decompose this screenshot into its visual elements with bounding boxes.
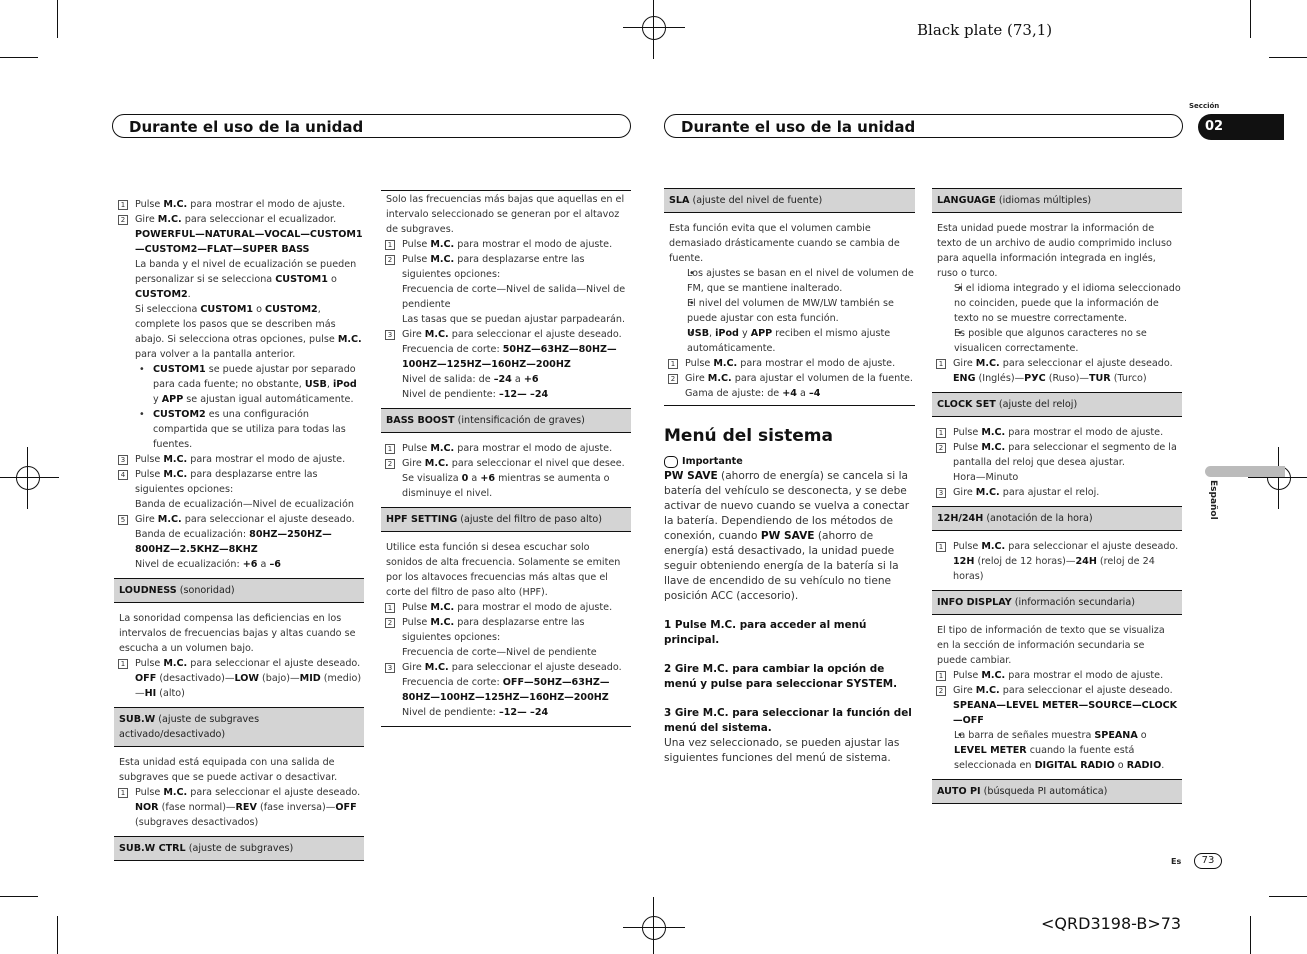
crop-mark bbox=[0, 896, 38, 897]
section-title: Menú del sistema bbox=[664, 426, 833, 446]
column-1 bbox=[114, 197, 364, 869]
paragraph: Esta unidad está equipada con una salida de subgraves que se puede activar o desactivar. bbox=[119, 757, 338, 783]
paragraph: El tipo de información de texto que se visualiza en la sección de información secundaria se puede cambiar. bbox=[937, 625, 1165, 666]
step: 3 Gire M.C. para seleccionar el ajuste deseado. bbox=[381, 660, 631, 675]
step: 1 Pulse M.C. para mostrar el modo de ajuste. bbox=[381, 600, 631, 615]
step: 1 Pulse M.C. para seleccionar el ajuste deseado. bbox=[932, 539, 1182, 554]
step-number-icon: 1 bbox=[936, 542, 946, 552]
page-number: 73 bbox=[1194, 853, 1222, 869]
options: Hora—Minuto bbox=[953, 472, 1019, 483]
paragraph: Solo las frecuencias más bajas que aquellas en el intervalo seleccionado se generan por el altavoz de subgraves. bbox=[386, 194, 625, 235]
setting-header-clock-set: CLOCK SET (ajuste del reloj) bbox=[932, 392, 1182, 417]
options: Frecuencia de corte—Nivel de salida—Nivel de pendiente bbox=[402, 284, 626, 310]
setting-header-bass-boost: BASS BOOST (intensificación de graves) bbox=[381, 408, 631, 433]
step: 1 Pulse M.C. para mostrar el modo de ajuste. bbox=[381, 441, 631, 456]
bullet: • Es posible que algunos caracteres no se visualicen correctamente. bbox=[932, 326, 1182, 356]
paragraph: Utilice esta función si desea escuchar solo sonidos de alta frecuencia. Solamente se emiten por los altavoces frecuencias más altas que el corte del filtro de paso alto (HPF). bbox=[386, 542, 621, 598]
paragraph: Una vez seleccionado, se pueden ajustar las siguientes funciones del menú de sistema. bbox=[664, 737, 900, 764]
step-number-icon: 1 bbox=[385, 444, 395, 454]
setting-header-info-display: INFO DISPLAY (información secundaria) bbox=[932, 590, 1182, 615]
options: Nivel de salida: de –24 a +6 bbox=[402, 374, 539, 385]
paragraph: La sonoridad compensa las deficiencias en los intervalos de frecuencias bajas y altas cuando se escucha a un volumen bajo. bbox=[119, 613, 356, 654]
options: Frecuencia de corte: 50HZ—63HZ—80HZ—100HZ—125HZ—160HZ—200HZ bbox=[402, 344, 617, 370]
bullet: • CUSTOM1 se puede ajustar por separado para cada fuente; no obstante, USB, iPod y APP se ajustan igual automáticamente. bbox=[114, 362, 364, 407]
options: Nivel de pendiente: –12— –24 bbox=[402, 707, 549, 718]
crop-mark bbox=[57, 0, 58, 38]
setting-header-language: LANGUAGE (idiomas múltiples) bbox=[932, 188, 1182, 213]
language-label: Español bbox=[1208, 480, 1218, 520]
setting-header-loudness: LOUDNESS (sonoridad) bbox=[114, 578, 364, 603]
paragraph: Esta función evita que el volumen cambie demasiado drásticamente cuando se cambia de fuente. bbox=[669, 223, 900, 264]
crop-mark bbox=[1269, 896, 1307, 897]
page-language: Es bbox=[1171, 857, 1182, 866]
step-heading: 2 Gire M.C. para cambiar la opción de menú y pulse para seleccionar SYSTEM. bbox=[664, 663, 898, 690]
registration-mark-icon bbox=[16, 466, 40, 490]
plate-label: Black plate (73,1) bbox=[917, 21, 1053, 39]
header-right: Durante el uso de la unidad bbox=[664, 114, 1183, 138]
options: 12H (reloj de 12 horas)—24H (reloj de 24 horas) bbox=[953, 556, 1155, 582]
divider bbox=[664, 405, 915, 406]
bullet: • USB, iPod y APP reciben el mismo ajuste automáticamente. bbox=[664, 326, 915, 356]
paragraph: PW SAVE (ahorro de energía) se cancela si la batería del vehículo se desconecta, y se debe activar de nuevo cuando se vuelva a conectar la batería. Dependiendo de los métodos de conexión, cuando PW SAVE (ahorro de energía) está desactivado, la unidad puede seguir obteniendo energía de la batería si la llave de encendido de su vehículo no tiene posición ACC (accesorio). bbox=[664, 470, 910, 602]
options: Nivel de ecualización: +6 a –6 bbox=[135, 559, 281, 570]
step-heading: 1 Pulse M.C. para acceder al menú principal. bbox=[664, 619, 867, 646]
step-number-icon: 2 bbox=[668, 374, 678, 384]
options: Frecuencia de corte: OFF—50HZ—63HZ—80HZ—100HZ—125HZ—160HZ—200HZ bbox=[402, 677, 610, 703]
setting-header-12h-24h: 12H/24H (anotación de la hora) bbox=[932, 506, 1182, 531]
step-number-icon: 3 bbox=[118, 455, 128, 465]
options: Frecuencia de corte—Nivel de pendiente bbox=[402, 647, 597, 658]
header-left: Durante el uso de la unidad bbox=[112, 114, 631, 138]
registration-mark-icon bbox=[642, 916, 666, 940]
setting-header-subw-ctrl: SUB.W CTRL (ajuste de subgraves) bbox=[114, 836, 364, 861]
options: Gama de ajuste: de +4 a –4 bbox=[685, 388, 821, 399]
step-number-icon: 1 bbox=[118, 659, 128, 669]
bullet: • Los ajustes se basan en el nivel de volumen de FM, que se mantiene inalterado. bbox=[664, 266, 915, 296]
step: 1 Gire M.C. para seleccionar el ajuste deseado. bbox=[932, 356, 1182, 371]
options: OFF (desactivado)—LOW (bajo)—MID (medio)—HI (alto) bbox=[135, 673, 362, 699]
crop-mark bbox=[0, 57, 38, 58]
step: 1 Pulse M.C. para mostrar el modo de ajuste. bbox=[664, 356, 915, 371]
divider bbox=[381, 726, 631, 727]
note: Las tasas que se puedan ajustar parpadearán. bbox=[402, 314, 626, 325]
step-number-icon: 5 bbox=[118, 515, 128, 525]
registration-mark-icon bbox=[642, 16, 666, 40]
options: Banda de ecualización: 80HZ—250HZ—800HZ—2.5KHZ—8KHZ bbox=[135, 529, 332, 555]
crop-mark bbox=[1250, 0, 1251, 38]
step: 1 Pulse M.C. para seleccionar el ajuste deseado. bbox=[114, 785, 364, 800]
options: SPEANA—LEVEL METER—SOURCE—CLOCK—OFF bbox=[953, 700, 1178, 726]
section-number: 02 bbox=[1198, 114, 1284, 140]
step: 2 Pulse M.C. para desplazarse entre las siguientes opciones: bbox=[381, 615, 631, 645]
options: Banda de ecualización—Nivel de ecualización bbox=[135, 499, 354, 510]
step: 3 Pulse M.C. para mostrar el modo de ajuste. bbox=[114, 452, 364, 467]
step: 2 Gire M.C. para seleccionar el ecualizador. bbox=[114, 212, 364, 227]
step-number-icon: 2 bbox=[936, 443, 946, 453]
paragraph: Si selecciona CUSTOM1 o CUSTOM2, complete los pasos que se describen más abajo. Si selecciona otras opciones, pulse M.C. para volver a la pantalla anterior. bbox=[135, 304, 362, 360]
step-number-icon: 1 bbox=[385, 240, 395, 250]
paragraph: La banda y el nivel de ecualización se pueden personalizar si se selecciona CUSTOM1 o CUSTOM2. bbox=[135, 259, 357, 300]
step: 1 Pulse M.C. para mostrar el modo de ajuste. bbox=[932, 668, 1182, 683]
options: ENG (Inglés)—РУС (Ruso)—TUR (Turco) bbox=[953, 373, 1147, 384]
step-number-icon: 1 bbox=[936, 359, 946, 369]
step-number-icon: 4 bbox=[118, 470, 128, 480]
step-number-icon: 2 bbox=[385, 255, 395, 265]
step-number-icon: 2 bbox=[118, 215, 128, 225]
step: 4 Pulse M.C. para desplazarse entre las siguientes opciones: bbox=[114, 467, 364, 497]
step-number-icon: 2 bbox=[385, 459, 395, 469]
language-tab bbox=[1205, 466, 1285, 477]
step-number-icon: 1 bbox=[668, 359, 678, 369]
step-number-icon: 3 bbox=[385, 663, 395, 673]
crop-mark bbox=[1269, 57, 1307, 58]
setting-header-sla: SLA (ajuste del nivel de fuente) bbox=[664, 188, 915, 213]
bullet: • Si el idioma integrado y el idioma seleccionado no coinciden, puede que la información de texto no se muestre correctamente. bbox=[932, 281, 1182, 326]
step: 1 Pulse M.C. para mostrar el modo de ajuste. bbox=[381, 237, 631, 252]
step: 3 Gire M.C. para ajustar el reloj. bbox=[932, 485, 1182, 500]
section-label: Sección bbox=[1189, 102, 1220, 110]
footer-code: <QRD3198-B>73 bbox=[1041, 914, 1182, 933]
step-number-icon: 1 bbox=[936, 671, 946, 681]
step-number-icon: 3 bbox=[936, 488, 946, 498]
step-number-icon: 2 bbox=[385, 618, 395, 628]
step-number-icon: 1 bbox=[385, 603, 395, 613]
paragraph: Esta unidad puede mostrar la información de texto de un archivo de audio comprimido incluso para aquella información integrada en inglés, ruso o turco. bbox=[937, 223, 1172, 279]
options: NOR (fase normal)—REV (fase inversa)—OFF (subgraves desactivados) bbox=[135, 802, 357, 828]
step: 2 Pulse M.C. para desplazarse entre las siguientes opciones: bbox=[381, 252, 631, 282]
step-heading: 3 Gire M.C. para seleccionar la función del menú del sistema. bbox=[664, 707, 912, 734]
setting-header-hpf: HPF SETTING (ajuste del filtro de paso alto) bbox=[381, 507, 631, 532]
column-2 bbox=[381, 190, 631, 734]
step: 1 Pulse M.C. para mostrar el modo de ajuste. bbox=[114, 197, 364, 212]
step: 2 Gire M.C. para ajustar el volumen de la fuente. bbox=[664, 371, 915, 386]
note: Se visualiza 0 a +6 mientras se aumenta o disminuye el nivel. bbox=[402, 473, 610, 499]
crop-mark bbox=[57, 916, 58, 954]
column-4 bbox=[932, 184, 1182, 812]
column-3 bbox=[664, 184, 915, 766]
bullet: • CUSTOM2 es una configuración compartida que se utiliza para todas las fuentes. bbox=[114, 407, 364, 452]
crop-mark bbox=[1250, 916, 1251, 954]
step-number-icon: 1 bbox=[118, 200, 128, 210]
step: 2 Gire M.C. para seleccionar el ajuste deseado. bbox=[932, 683, 1182, 698]
step-number-icon: 3 bbox=[385, 330, 395, 340]
step-number-icon: 1 bbox=[118, 788, 128, 798]
step-number-icon: 2 bbox=[936, 686, 946, 696]
step: 1 Pulse M.C. para mostrar el modo de ajuste. bbox=[932, 425, 1182, 440]
bullet: • El nivel del volumen de MW/LW también se puede ajustar con esta función. bbox=[664, 296, 915, 326]
setting-header-auto-pi: AUTO PI (búsqueda PI automática) bbox=[932, 779, 1182, 804]
eq-list: POWERFUL—NATURAL—VOCAL—CUSTOM1—CUSTOM2—FLAT—SUPER BASS bbox=[135, 229, 363, 255]
options: Nivel de pendiente: –12— –24 bbox=[402, 389, 549, 400]
step: 2 Pulse M.C. para seleccionar el segmento de la pantalla del reloj que desea ajustar. bbox=[932, 440, 1182, 470]
bullet: • La barra de señales muestra SPEANA o LEVEL METER cuando la fuente está seleccionada en DIGITAL RADIO o RADIO. bbox=[932, 728, 1182, 773]
important-label: Importante bbox=[664, 454, 915, 469]
step: 1 Pulse M.C. para seleccionar el ajuste deseado. bbox=[114, 656, 364, 671]
step: 2 Gire M.C. para seleccionar el nivel que desee. bbox=[381, 456, 631, 471]
setting-header-subw: SUB.W (ajuste de subgraves activado/desactivado) bbox=[114, 707, 364, 747]
step-number-icon: 1 bbox=[936, 428, 946, 438]
step: 3 Gire M.C. para seleccionar el ajuste deseado. bbox=[381, 327, 631, 342]
important-icon bbox=[664, 456, 678, 468]
step: 5 Gire M.C. para seleccionar el ajuste deseado. bbox=[114, 512, 364, 527]
